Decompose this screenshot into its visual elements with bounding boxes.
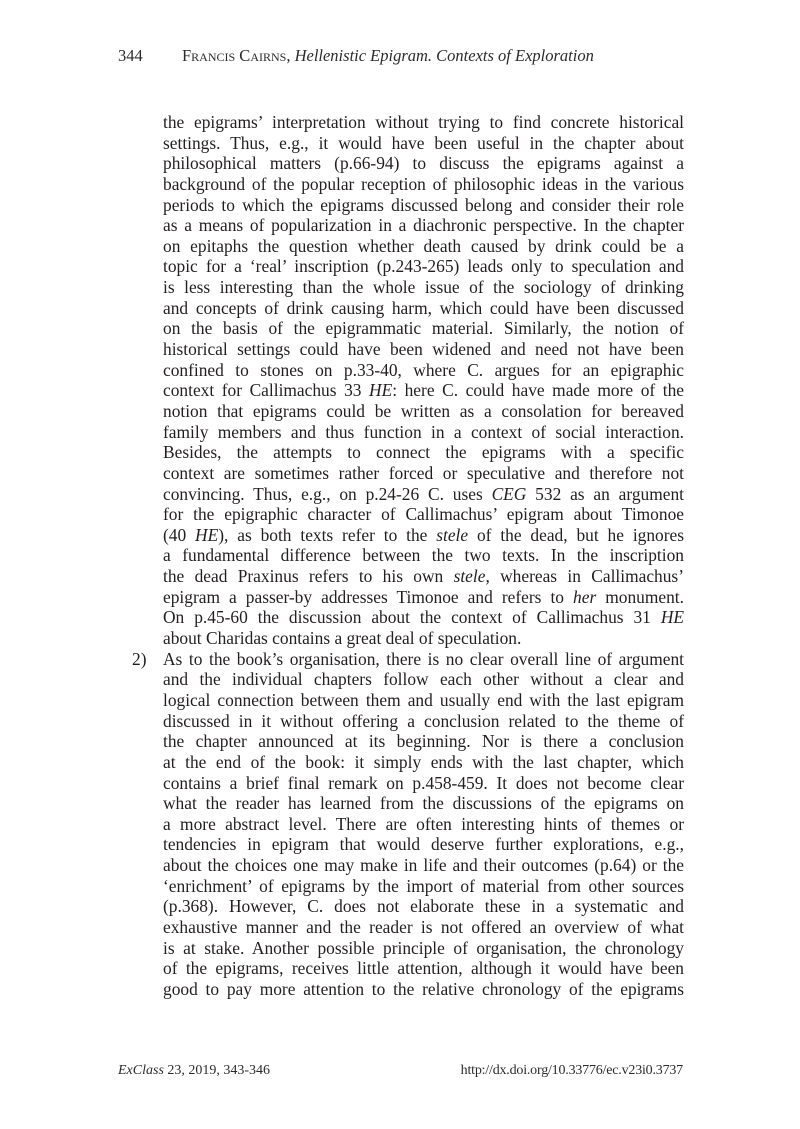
text-run: 532 as an argument <box>526 483 684 504</box>
journal-name: ExClass <box>118 1063 164 1078</box>
text-line <box>163 607 684 628</box>
text-line: about the choices one may make in life and their outcomes (p.64) or the <box>163 855 684 876</box>
text-line: and concepts of drink causing harm, which could have been discussed <box>163 297 684 318</box>
italic-abbreviation: CEG <box>491 483 527 504</box>
text-line: family members and thus function in a context of social interaction. <box>163 421 684 442</box>
title-separator: , <box>286 46 295 65</box>
text-run: context for Callimachus 33 <box>163 380 370 401</box>
text-line: confined to stones on p.33-40, where C. argues for an epigraphic <box>163 359 684 380</box>
list-item-2 <box>132 648 684 1000</box>
text-line: contains a brief final remark on p.458-459. It does not become clear <box>163 772 684 793</box>
text-line: what the reader has learned from the discussions of the epigrams on <box>163 793 684 814</box>
text-line: at the end of the book: it simply ends with the last chapter, which <box>163 751 684 772</box>
journal-citation <box>118 1062 270 1080</box>
text-line: tendencies in epigram that would deserve further explorations, e.g., <box>163 834 684 855</box>
text-line: topic for a ‘real’ inscription (p.243-265) leads only to speculation and <box>163 256 684 277</box>
text-line: (p.368). However, C. does not elaborate these in a systematic and <box>163 896 684 917</box>
text-line: As to the book’s organisation, there is no clear overall line of argument <box>163 648 684 669</box>
text-line: background of the popular reception of philosophic ideas in the various <box>163 173 684 194</box>
text-line: logical connection between them and usually end with the last epigram <box>163 689 684 710</box>
book-title: Hellenistic Epigram. Contexts of Exploration <box>294 46 594 65</box>
text-run: : here C. could have made more of the <box>392 380 684 401</box>
text-line: discussed in it without offering a conclusion related to the theme of <box>163 710 684 731</box>
text-run: ), as both texts refer to the <box>218 524 437 545</box>
volume-year-pages: 23, 2019, 343-346 <box>163 1063 271 1078</box>
author-name: Francis Cairns <box>182 46 287 65</box>
doi-link[interactable]: http://dx.doi.org/10.33776/ec.v23i0.3737 <box>460 1063 683 1078</box>
text-run: the dead Praxinus refers to his own <box>163 566 454 587</box>
text-line: good to pay more attention to the relative chronology of the epigrams <box>163 978 684 999</box>
text-line: exhaustive manner and the reader is not offered an overview of what <box>163 916 684 937</box>
text-line: Besides, the attempts to connect the epigrams with a specific <box>163 442 684 463</box>
italic-abbreviation: HE <box>660 607 684 628</box>
text-line: philosophical matters (p.66-94) to discuss the epigrams against a <box>163 153 684 174</box>
text-line: context are sometimes rather forced or speculative and therefore not <box>163 462 684 483</box>
text-line <box>163 587 684 608</box>
text-run: On p.45-60 the discussion about the context of Callimachus 31 <box>163 607 661 628</box>
text-line: about Charidas contains a great deal of speculation. <box>163 628 522 649</box>
text-line: a more abstract level. There are often interesting hints of themes or <box>163 813 684 834</box>
text-line: periods to which the epigrams discussed belong and consider their role <box>163 194 684 215</box>
text-line: is at stake. Another possible principle of organisation, the chronology <box>163 937 684 958</box>
running-title <box>182 46 594 66</box>
italic-abbreviation: HE <box>195 524 219 545</box>
text-line: historical settings could have been widened and need not have been <box>163 339 684 360</box>
text-line <box>163 566 684 587</box>
text-line: for the epigraphic character of Callimachus’ epigram about Timonoe <box>163 504 684 525</box>
text-run: (40 <box>163 524 196 545</box>
text-run: monument. <box>596 586 684 607</box>
italic-term: stele <box>436 524 469 545</box>
text-line: settings. Thus, e.g., it would have been useful in the chapter about <box>163 132 684 153</box>
text-run: epigram a passer-by addresses Timonoe and refers to <box>163 586 574 607</box>
page-number: 344 <box>118 46 143 65</box>
text-line: ‘enrichment’ of epigrams by the import of material from other sources <box>163 875 684 896</box>
text-run: convincing. Thus, e.g., on p.24-26 C. uses <box>163 483 492 504</box>
text-line: the epigrams’ interpretation without trying to find concrete historical <box>163 112 684 132</box>
text-line <box>163 525 684 546</box>
text-line: of the epigrams, receives little attention, although it would have been <box>163 958 684 979</box>
italic-emphasis: her <box>573 586 597 607</box>
text-line: and the individual chapters follow each other without a clear and <box>163 669 684 690</box>
text-run: , whereas in Callimachus’ <box>485 566 684 587</box>
body-text <box>132 112 685 1000</box>
text-line: a fundamental difference between the two texts. In the inscription <box>163 545 684 566</box>
text-line <box>163 484 684 505</box>
text-line: is less interesting than the whole issue of the sociology of drinking <box>163 277 684 298</box>
list-marker: 2) <box>132 648 147 669</box>
text-line: as a means of popularization in a diachronic perspective. In the chapter <box>163 215 684 236</box>
text-line: on epitaphs the question whether death caused by drink could be a <box>163 235 684 256</box>
text-line: on the basis of the epigrammatic material. Similarly, the notion of <box>163 318 684 339</box>
text-run: of the dead, but he ignores <box>468 524 685 545</box>
text-line: the chapter announced at its beginning. Nor is there a conclusion <box>163 731 684 752</box>
italic-term: stele <box>453 566 486 587</box>
italic-abbreviation: HE <box>369 380 393 401</box>
text-line: notion that epigrams could be written as a consolation for bereaved <box>163 400 684 421</box>
text-line <box>163 380 684 401</box>
